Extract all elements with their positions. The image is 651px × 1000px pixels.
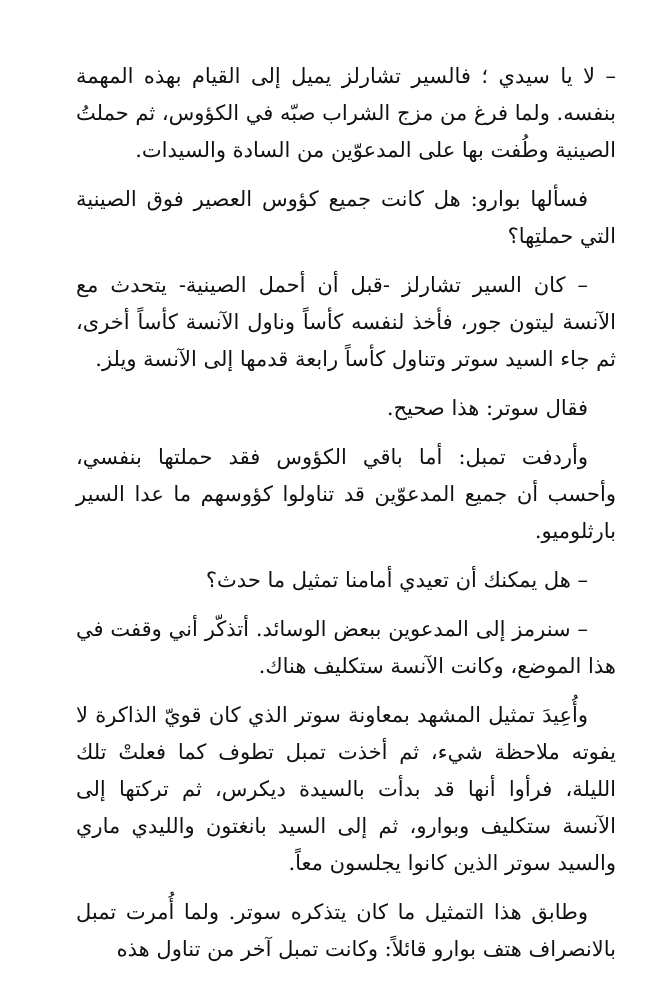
paragraph-7: – سنرمز إلى المدعوين ببعض الوسائد. أتذكّر أني وقفت في هذا الموضع، وكانت الآنسة ستكليف هناك.: [76, 617, 616, 678]
paragraph-3: – كان السير تشارلز -قبل أن أحمل الصينية- يتحدث مع الآنسة ليتون جور، فأخذ لنفسه كأساً وناول الآنسة كأساً أخرى، ثم جاء السيد سوتر وتناول كأساً رابعة قدمها إلى الآنسة ويلز.: [76, 273, 616, 371]
paragraph-9: وطابق هذا التمثيل ما كان يتذكره سوتر. ولما أُمرت تمبل بالانصراف هتف بوارو قائلاً: وكانت تمبل آخر من تناول هذه: [76, 900, 616, 961]
book-page: [76, 58, 616, 980]
paragraph-6: – هل يمكنك أن تعيدي أمامنا تمثيل ما حدث؟: [205, 568, 588, 592]
paragraph-2: فسألها بوارو: هل كانت جميع كؤوس العصير فوق الصينية التي حملتِها؟: [76, 187, 616, 248]
paragraph-1: – لا يا سيدي ؛ فالسير تشارلز يميل إلى القيام بهذه المهمة بنفسه. ولما فرغ من مزج الشراب صبّه في الكؤوس، ثم حملتُ الصينية وطُفت بها على المدعوّين من السادة والسيدات.: [76, 64, 616, 162]
paragraph-4: فقال سوتر: هذا صحيح.: [386, 396, 588, 420]
paragraph-8: وأُعِيدَ تمثيل المشهد بمعاونة سوتر الذي كان قويّ الذاكرة لا يفوته ملاحظة شيء، ثم أخذت تمبل تطوف كما فعلتْ تلك الليلة، فرأوا أنها قد بدأت بالسيدة ديكرس، ثم تركتها إلى الآنسة ستكليف وبوارو، ثم إلى السيد بانغتون والليدي ماري والسيد سوتر الذين كانوا يجلسون معاً.: [76, 703, 616, 875]
paragraph-5: وأردفت تمبل: أما باقي الكؤوس فقد حملتها بنفسي، وأحسب أن جميع المدعوّين قد تناولوا كؤوسهم ما عدا السير بارثلوميو.: [76, 445, 616, 543]
